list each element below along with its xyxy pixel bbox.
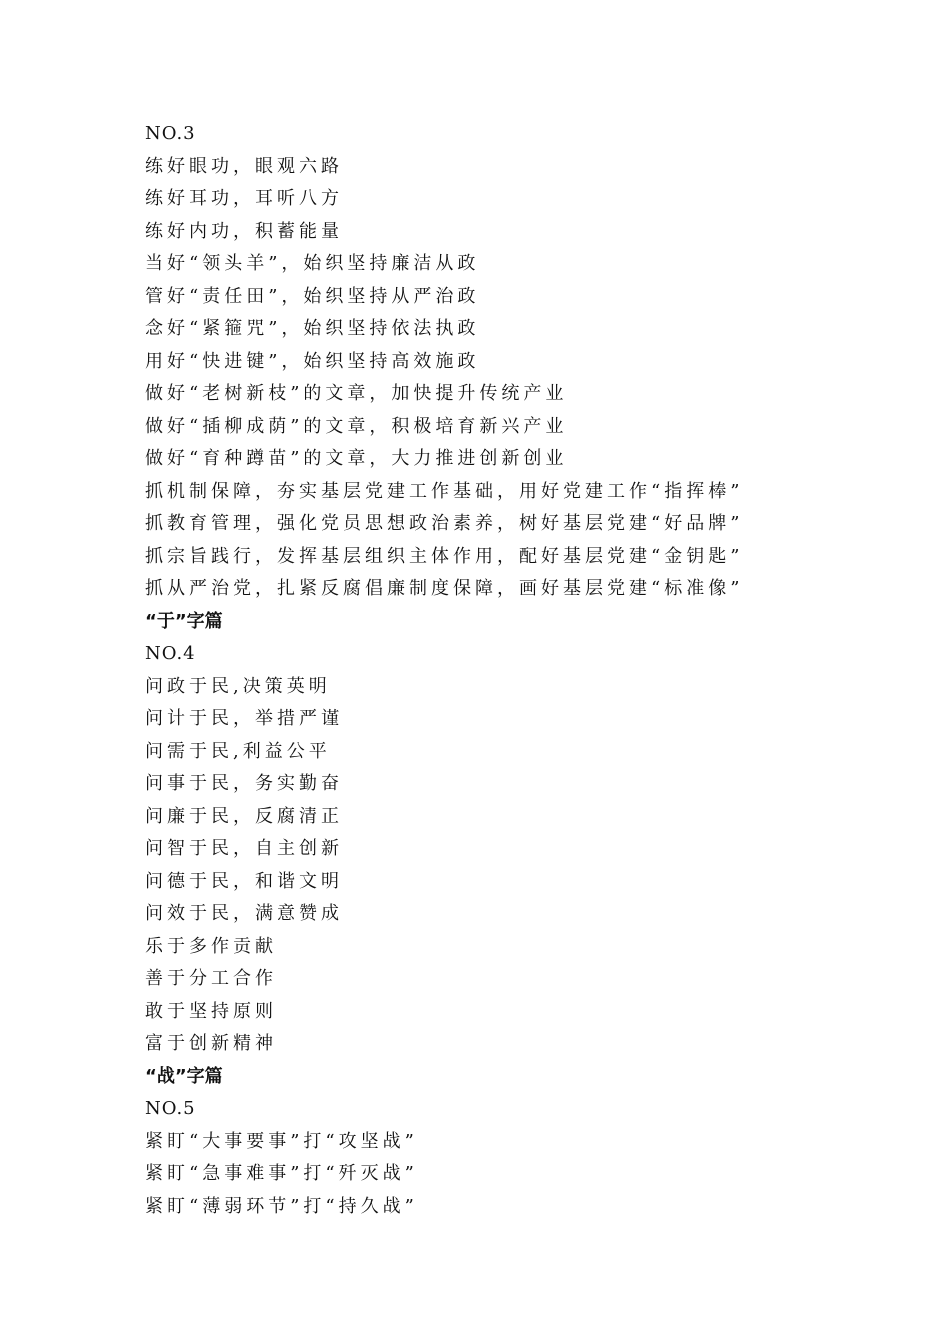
text-line: 富于创新精神 [145, 1033, 277, 1054]
document-body [145, 118, 845, 1223]
text-line: 管好“责任田”，始织坚持从严治政 [145, 285, 480, 307]
text-line: 紧盯“急事难事”打“歼灭战” [145, 1163, 418, 1184]
text-line: 问廉于民，反腐清正 [145, 805, 343, 827]
text-line: 做好“插柳成荫”的文章，积极培育新兴产业 [145, 415, 568, 437]
text-line: 问政于民,决策英明 [145, 675, 331, 697]
text-line: 紧盯“大事要事”打“攻坚战” [145, 1130, 418, 1152]
text-line: 敢于坚持原则 [145, 1000, 277, 1022]
text-line: 问需于民,利益公平 [145, 740, 331, 762]
text-line: 做好“育种蹲苗”的文章，大力推进创新创业 [145, 448, 568, 469]
section-number: NO.5 [145, 1098, 196, 1119]
text-line: 善于分工合作 [145, 968, 277, 989]
text-line: 问效于民，满意赞成 [145, 903, 343, 924]
text-line: 问德于民，和谐文明 [145, 870, 343, 892]
text-line: 问智于民，自主创新 [145, 838, 343, 859]
text-line: 练好内功，积蓄能量 [145, 220, 343, 242]
text-line: 练好耳功，耳听八方 [145, 188, 343, 209]
text-line: 抓从严治党，扎紧反腐倡廉制度保障，画好基层党建“标准像” [145, 578, 744, 599]
section-number: NO.3 [145, 123, 196, 144]
text-line: 当好“领头羊”，始织坚持廉洁从政 [145, 253, 480, 274]
text-line: 念好“紧箍咒”，始织坚持依法执政 [145, 318, 480, 339]
text-line: 乐于多作贡献 [145, 935, 277, 957]
text-line: 练好眼功，眼观六路 [145, 155, 343, 177]
text-line: 抓宗旨践行，发挥基层组织主体作用，配好基层党建“金钥匙” [145, 545, 744, 567]
text-line: 问计于民，举措严谨 [145, 708, 343, 729]
section-heading: “于”字篇 [145, 610, 223, 632]
section-number: NO.4 [145, 643, 196, 664]
text-line: 紧盯“薄弱环节”打“持久战” [145, 1195, 418, 1217]
text-line: 抓教育管理，强化党员思想政治素养，树好基层党建“好品牌” [145, 513, 744, 534]
text-line: 做好“老树新枝”的文章，加快提升传统产业 [145, 383, 568, 404]
section-heading: “战”字篇 [145, 1065, 223, 1087]
text-line: 问事于民，务实勤奋 [145, 773, 343, 794]
text-line: 抓机制保障，夯实基层党建工作基础，用好党建工作“指挥棒” [145, 480, 744, 502]
text-line: 用好“快进键”，始织坚持高效施政 [145, 350, 480, 372]
